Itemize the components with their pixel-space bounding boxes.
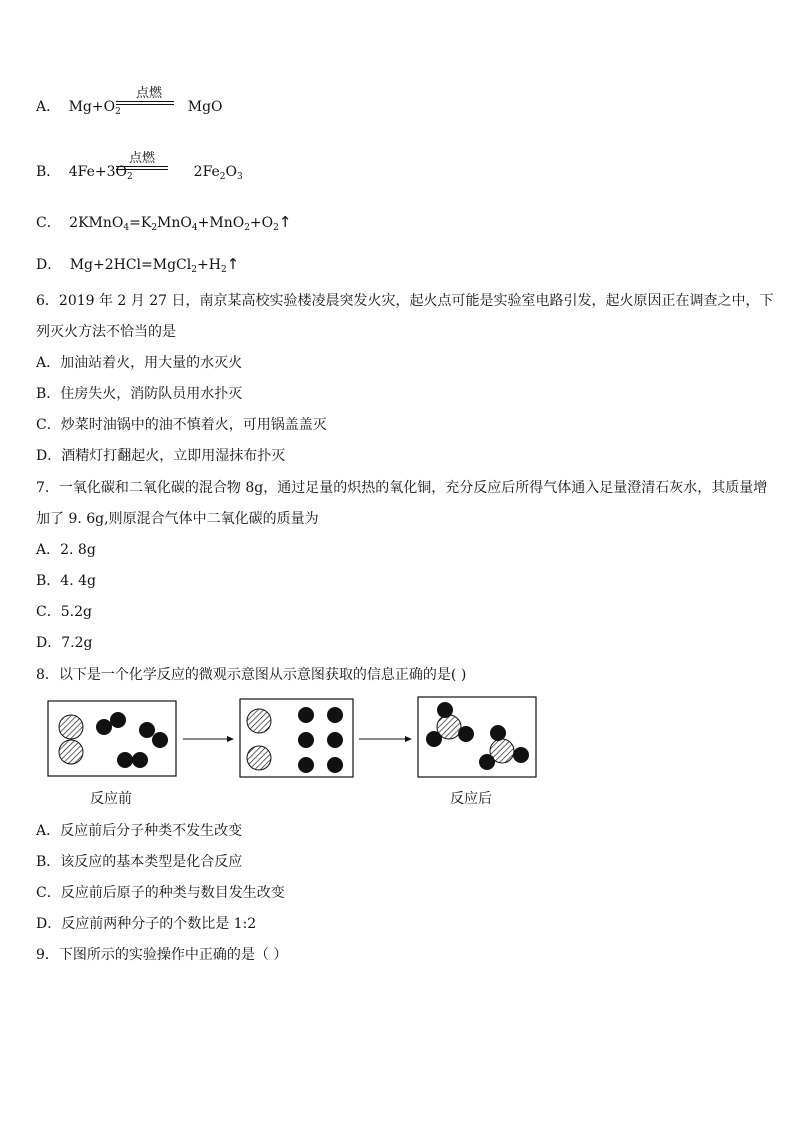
- black-atom: [479, 754, 495, 770]
- black-atom: [327, 707, 343, 723]
- formula-text: Mg+O: [68, 99, 116, 115]
- subscript: 2: [191, 265, 197, 275]
- q8-option-a: A．反应前后分子种类不发生改变: [36, 823, 243, 839]
- q9-stem: 9．下图所示的实验操作中正确的是（ ）: [36, 947, 288, 963]
- subscript: 2: [219, 172, 226, 182]
- reaction-condition: 点燃: [135, 86, 162, 101]
- formula-text: O: [225, 164, 238, 180]
- subscript: 2: [273, 223, 279, 233]
- gas-arrow-icon: ↑: [226, 255, 240, 273]
- q8-option-c: C．反应前后原子的种类与数目发生改变: [36, 885, 285, 901]
- equation-right: MgO: [187, 99, 223, 115]
- formula-text: 2KMnO: [69, 215, 124, 231]
- formula-text: 2Fe: [193, 164, 220, 180]
- q7-option-c: C．5.2g: [36, 604, 92, 620]
- q6-option-b: B．住房失火，消防队员用水扑灭: [36, 386, 243, 402]
- black-atom: [513, 747, 529, 763]
- subscript: 2: [220, 265, 227, 275]
- subscript: 2: [244, 223, 250, 233]
- q8-stem: 8．以下是一个化学反应的微观示意图从示意图获取的信息正确的是( ): [36, 667, 467, 683]
- q7-option-b: B．4. 4g: [36, 573, 96, 589]
- hatched-atom: [247, 746, 271, 770]
- reaction-condition: 点燃: [128, 151, 155, 166]
- subscript: 2: [115, 107, 121, 117]
- q8-option-d: D．反应前两种分子的个数比是 1:2: [36, 916, 257, 932]
- q6-option-c: C．炒菜时油锅中的油不慎着火，可用锅盖盖灭: [36, 417, 327, 433]
- black-atom: [298, 732, 314, 748]
- subscript: 2: [151, 223, 158, 233]
- formula-text: Mg+2HCl=MgCl: [69, 257, 192, 273]
- option-label: D．: [36, 257, 62, 273]
- subscript: 4: [123, 223, 130, 233]
- subscript: 3: [237, 172, 243, 182]
- black-atom: [117, 752, 133, 768]
- black-atom: [426, 731, 442, 747]
- formula-text: +O: [249, 215, 274, 231]
- black-atom: [139, 722, 155, 738]
- caption-after: 反应后: [450, 791, 492, 807]
- black-atom: [96, 719, 112, 735]
- q6-stem-line1: 6．2019 年 2 月 27 日，南京某高校实验楼凌晨突发火灾，起火点可能是实验室电路引发，起火原因正在调查之中，下: [36, 293, 774, 309]
- hatched-atom: [59, 715, 83, 739]
- formula-text: =K: [129, 215, 152, 231]
- option-label: C．: [36, 215, 61, 231]
- subscript: 4: [191, 223, 198, 233]
- black-atom: [152, 732, 168, 748]
- arrow-head-icon: [405, 736, 412, 742]
- black-atom: [490, 725, 506, 741]
- hatched-atom: [59, 740, 83, 764]
- black-atom: [327, 732, 343, 748]
- option-label: B．: [36, 164, 61, 180]
- q6-option-d: D．酒精灯打翻起火，立即用湿抹布扑灭: [36, 448, 286, 464]
- q7-stem-line1: 7．一氧化碳和二氧化碳的混合物 8g，通过足量的炽热的氧化铜，充分反应后所得气体通入足量澄清石灰水，其质量增: [36, 480, 768, 496]
- formula-text: +MnO: [197, 215, 245, 231]
- gas-arrow-icon: ↑: [278, 213, 292, 231]
- formula-text: MnO: [157, 215, 192, 231]
- black-atom: [437, 702, 453, 718]
- q7-option-a: A．2. 8g: [36, 542, 96, 558]
- caption-before: 反应前: [90, 791, 132, 807]
- black-atom: [458, 726, 474, 742]
- black-atom: [110, 712, 126, 728]
- formula-text: +H: [196, 257, 221, 273]
- formula-text: 4Fe+3O: [68, 164, 128, 180]
- q7-option-d: D．7.2g: [36, 635, 93, 651]
- q6-option-a: A．加油站着火，用大量的水灭火: [36, 355, 243, 371]
- black-atom: [298, 757, 314, 773]
- q8-option-b: B．该反应的基本类型是化合反应: [36, 854, 243, 870]
- black-atom: [298, 707, 314, 723]
- option-label: A．: [36, 99, 61, 115]
- black-atom: [327, 757, 343, 773]
- q6-stem-line2: 列灭火方法不恰当的是: [36, 324, 176, 340]
- q7-stem-line2: 加了 9. 6g,则原混合气体中二氧化碳的质量为: [36, 511, 319, 527]
- hatched-atom: [247, 709, 271, 733]
- subscript: 2: [127, 172, 133, 182]
- black-atom: [132, 752, 148, 768]
- arrow-head-icon: [227, 736, 234, 742]
